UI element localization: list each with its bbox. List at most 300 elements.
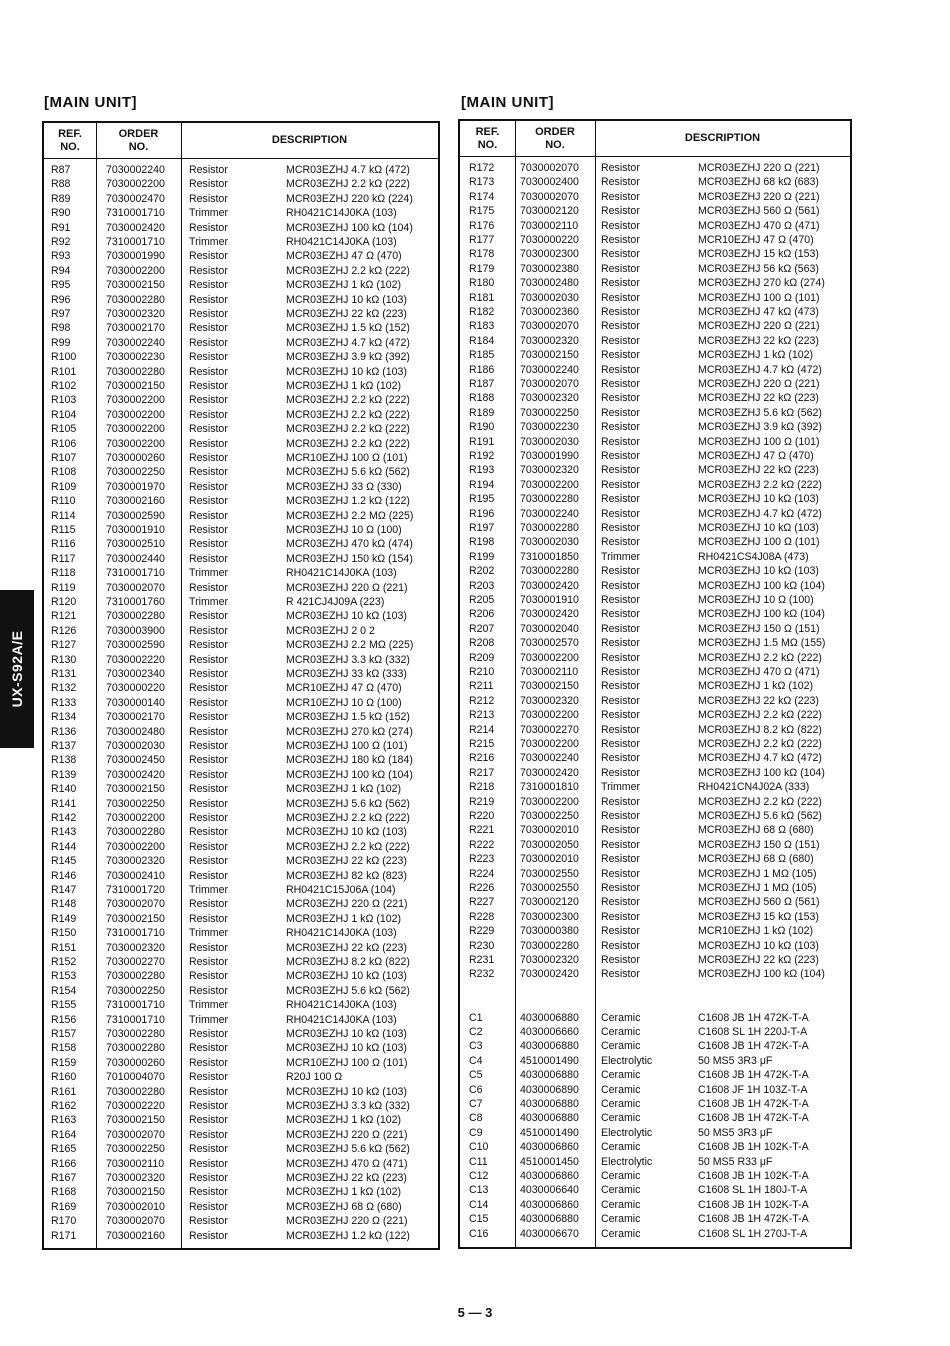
order-no: 7030002070: [520, 320, 579, 333]
part-type: Resistor: [601, 536, 640, 549]
order-no: 7030002070: [520, 162, 579, 174]
ref-no: R166: [51, 1157, 77, 1170]
table-row: [460, 996, 850, 1010]
order-no: 7030002410: [106, 869, 165, 882]
part-spec: MCR03EZHJ 2.2 kΩ (222): [286, 840, 410, 853]
ref-no: R104: [51, 408, 77, 421]
part-spec: MCR03EZHJ 68 Ω (680): [698, 853, 814, 866]
table-row: [44, 509, 438, 523]
order-no: 7030002150: [106, 380, 165, 392]
table-row: [44, 1085, 438, 1099]
ref-no: R219: [469, 795, 495, 808]
table-row: [460, 636, 850, 650]
ref-no: R147: [51, 884, 77, 896]
part-spec: MCR03EZHJ 2.2 kΩ (222): [286, 264, 410, 277]
part-type: Resistor: [601, 666, 640, 678]
order-no: 7030002320: [520, 464, 579, 477]
table-row: [460, 262, 850, 276]
part-spec: MCR03EZHJ 2.2 kΩ (222): [698, 795, 822, 808]
part-spec: MCR03EZHJ 100 kΩ (104): [286, 768, 413, 781]
part-type: Resistor: [189, 956, 228, 968]
part-spec: R20J 100 Ω: [286, 1071, 343, 1084]
table-row: [44, 782, 438, 796]
ref-no: R179: [469, 262, 495, 275]
ref-no: R106: [51, 437, 77, 450]
part-type: Trimmer: [189, 1013, 229, 1026]
part-spec: MCR03EZHJ 22 kΩ (223): [698, 694, 819, 707]
order-no: 7310001710: [106, 236, 165, 248]
part-type: Resistor: [601, 478, 640, 491]
part-type: Resistor: [189, 192, 228, 205]
part-type: Trimmer: [189, 999, 229, 1012]
table-row: [460, 348, 850, 362]
section-title-left: [MAIN UNIT]: [44, 94, 137, 111]
table-row: [44, 235, 438, 249]
ref-no: R103: [51, 394, 77, 407]
table-row: [460, 780, 850, 794]
part-type: Resistor: [189, 783, 228, 796]
part-type: Resistor: [601, 421, 640, 434]
part-type: Resistor: [189, 1200, 228, 1213]
order-no: 7030002220: [106, 1100, 165, 1112]
table-row: [44, 336, 438, 350]
part-spec: RH0421C14J0KA (103): [286, 999, 397, 1012]
order-no: 7030002550: [520, 867, 579, 880]
part-type: Resistor: [601, 882, 640, 894]
part-spec: MCR03EZHJ 22 kΩ (223): [698, 392, 819, 405]
part-type: Resistor: [601, 939, 640, 952]
part-type: Trimmer: [601, 781, 641, 794]
part-spec: MCR03EZHJ 8.2 kΩ (822): [286, 956, 410, 968]
part-spec: MCR03EZHJ 2.2 kΩ (222): [286, 437, 410, 450]
order-no: 7030002420: [520, 579, 579, 592]
order-no: 4030006640: [520, 1184, 579, 1197]
order-no: 7030002030: [520, 291, 579, 304]
part-spec: MCR03EZHJ 220 Ω (221): [698, 378, 820, 390]
part-type: Resistor: [601, 752, 640, 765]
part-spec: MCR03EZHJ 15 kΩ (153): [698, 910, 819, 923]
order-no: 7030002320: [106, 1172, 165, 1184]
order-no: 7030002200: [520, 738, 579, 750]
part-spec: MCR03EZHJ 150 Ω (151): [698, 838, 820, 851]
order-no: 7030002010: [520, 853, 579, 866]
part-type: Resistor: [601, 435, 640, 448]
part-spec: C1608 JB 1H 472K-T-A: [698, 1040, 809, 1053]
part-spec: RH0421CS4J08A (473): [698, 550, 809, 563]
part-type: Ceramic: [601, 1083, 641, 1096]
table-row: [460, 564, 850, 578]
ref-no: R115: [51, 524, 76, 536]
order-no: 7030002400: [520, 176, 579, 189]
table-row: [460, 463, 850, 477]
header-order: ORDER NO.: [535, 125, 575, 151]
ref-no: R146: [51, 869, 77, 882]
part-spec: MCR03EZHJ 2.2 kΩ (222): [698, 651, 822, 664]
part-type: Resistor: [189, 581, 228, 594]
table-row: [44, 984, 438, 998]
part-type: Resistor: [189, 653, 228, 666]
table-row: [460, 593, 850, 607]
table-row: [460, 838, 850, 852]
order-no: 7030002200: [106, 264, 165, 277]
table-row: [44, 365, 438, 379]
table-row: [460, 1068, 850, 1082]
part-type: Electrolytic: [601, 1155, 653, 1168]
ref-no: R212: [469, 694, 495, 707]
part-type: Resistor: [601, 954, 640, 966]
table-row: [44, 998, 438, 1012]
ref-no: R118: [51, 567, 76, 580]
part-spec: MCR03EZHJ 3.9 kΩ (392): [698, 421, 822, 434]
part-spec: MCR03EZHJ 47 Ω (470): [698, 450, 814, 462]
ref-no: R98: [51, 322, 71, 335]
table-row: [44, 566, 438, 580]
table-row: [44, 1157, 438, 1171]
table-row: [460, 867, 850, 881]
part-type: Resistor: [189, 178, 228, 191]
part-spec: MCR03EZHJ 470 Ω (471): [286, 1157, 408, 1170]
order-no: 7310001810: [520, 781, 579, 794]
part-type: Resistor: [601, 694, 640, 707]
order-no: 7030002070: [520, 190, 579, 203]
table-row: [460, 391, 850, 405]
part-spec: MCR03EZHJ 10 kΩ (103): [286, 610, 407, 623]
table-row: [44, 753, 438, 767]
table-row: [460, 751, 850, 765]
ref-no: R184: [469, 334, 495, 347]
part-spec: MCR03EZHJ 1 kΩ (102): [286, 912, 402, 925]
order-no: 7030002120: [520, 205, 579, 218]
table-row: [44, 609, 438, 623]
part-type: Resistor: [189, 1114, 228, 1127]
ref-no: R182: [469, 306, 495, 318]
order-no: 7030002320: [106, 855, 165, 868]
order-no: 7030002200: [106, 840, 165, 853]
order-no: 7030002420: [106, 221, 165, 234]
part-type: Resistor: [601, 378, 640, 390]
order-no: 7030002230: [520, 421, 579, 434]
ref-no: R231: [469, 954, 495, 966]
order-no: 7030002280: [520, 565, 579, 578]
order-no: 7030001990: [106, 250, 165, 263]
ref-no: R186: [469, 363, 495, 376]
ref-no: R191: [469, 435, 495, 448]
ref-no: R209: [469, 651, 495, 664]
ref-no: R180: [469, 277, 495, 290]
part-spec: MCR10EZHJ 47 Ω (470): [286, 682, 402, 695]
ref-no: C11: [469, 1155, 488, 1168]
part-spec: MCR03EZHJ 10 kΩ (103): [286, 1028, 407, 1040]
table-row: [460, 708, 850, 722]
part-spec: MCR03EZHJ 2 0 2: [286, 624, 375, 637]
ref-no: R221: [469, 824, 495, 837]
order-no: 7030002300: [520, 910, 579, 923]
order-no: 7030002030: [520, 435, 579, 448]
part-spec: MCR03EZHJ 470 Ω (471): [698, 219, 820, 232]
order-no: 7030002070: [106, 1215, 165, 1228]
part-spec: MCR03EZHJ 1 kΩ (102): [698, 349, 814, 362]
part-spec: MCR03EZHJ 68 kΩ (683): [698, 176, 819, 189]
part-type: Resistor: [189, 1143, 228, 1156]
table-row: [44, 653, 438, 667]
part-spec: MCR03EZHJ 100 Ω (101): [698, 291, 820, 304]
part-type: Resistor: [601, 637, 640, 650]
part-type: Resistor: [189, 524, 228, 536]
order-no: 4030006880: [520, 1098, 579, 1110]
header-order: ORDER NO.: [118, 127, 159, 153]
order-no: 7310001710: [106, 1013, 165, 1026]
order-no: 4030006890: [520, 1083, 579, 1096]
part-spec: MCR03EZHJ 100 kΩ (104): [286, 221, 413, 234]
table-row: [460, 363, 850, 377]
order-no: 7030002070: [106, 1128, 165, 1141]
part-type: Resistor: [601, 464, 640, 477]
table-row: [44, 206, 438, 220]
order-no: 7030002270: [520, 723, 579, 736]
order-no: 7030002200: [520, 651, 579, 664]
part-type: Resistor: [601, 320, 640, 333]
table-row: [44, 926, 438, 940]
part-spec: MCR03EZHJ 100 Ω (101): [698, 536, 820, 549]
part-spec: MCR03EZHJ 220 kΩ (224): [286, 192, 413, 205]
table-row: [44, 177, 438, 191]
part-type: Ceramic: [601, 1227, 641, 1240]
part-spec: MCR03EZHJ 4.7 kΩ (472): [286, 164, 410, 176]
part-spec: MCR03EZHJ 220 Ω (221): [286, 1215, 408, 1228]
ref-no: R189: [469, 406, 495, 419]
table-row: [44, 1056, 438, 1070]
ref-no: R156: [51, 1013, 77, 1026]
ref-no: R101: [51, 365, 77, 378]
ref-no: R105: [51, 423, 77, 436]
table-row: [44, 480, 438, 494]
ref-no: R90: [51, 207, 71, 220]
part-spec: C1608 SL 1H 270J-T-A: [698, 1227, 808, 1240]
part-type: Trimmer: [189, 236, 229, 248]
part-spec: C1608 SL 1H 180J-T-A: [698, 1184, 808, 1197]
table-row: [44, 1229, 438, 1243]
order-no: 7030002340: [106, 668, 165, 680]
ref-no: R193: [469, 464, 495, 477]
ref-no: R230: [469, 939, 495, 952]
part-type: Ceramic: [601, 1011, 641, 1024]
table-row: [460, 723, 850, 737]
table-row: [44, 811, 438, 825]
part-spec: MCR03EZHJ 150 kΩ (154): [286, 552, 413, 565]
part-type: Resistor: [189, 437, 228, 450]
ref-no: R96: [51, 293, 71, 306]
order-no: 7030002420: [106, 768, 165, 781]
table-row: [460, 579, 850, 593]
part-type: Resistor: [189, 740, 228, 752]
table-row: [460, 204, 850, 218]
table-row: [44, 854, 438, 868]
order-no: 7030003900: [106, 624, 165, 637]
part-spec: MCR03EZHJ 220 Ω (221): [698, 320, 820, 333]
part-type: Trimmer: [189, 927, 229, 940]
table-row: [460, 823, 850, 837]
part-spec: MCR03EZHJ 5.6 kΩ (562): [286, 1143, 410, 1156]
order-no: 7030001990: [520, 450, 579, 462]
order-no: 7030002110: [106, 1157, 165, 1170]
part-type: Resistor: [189, 1100, 228, 1112]
order-no: 7030002280: [106, 826, 165, 839]
part-spec: MCR03EZHJ 100 kΩ (104): [698, 579, 825, 592]
part-spec: MCR03EZHJ 10 kΩ (103): [286, 365, 407, 378]
table-row: [460, 1227, 850, 1241]
part-type: Resistor: [601, 608, 640, 621]
ref-no: R208: [469, 637, 495, 650]
ref-no: R162: [51, 1100, 77, 1112]
part-spec: MCR03EZHJ 2.2 kΩ (222): [286, 178, 410, 191]
part-type: Resistor: [189, 1157, 228, 1170]
ref-no: R211: [469, 680, 494, 693]
table-row: [44, 1214, 438, 1228]
part-type: Resistor: [189, 668, 228, 680]
part-spec: MCR03EZHJ 270 kΩ (274): [286, 725, 413, 738]
ref-no: R102: [51, 380, 77, 392]
part-type: Resistor: [189, 221, 228, 234]
order-no: 7030002280: [106, 1028, 165, 1040]
table-row: [460, 967, 850, 981]
part-spec: MCR03EZHJ 100 kΩ (104): [698, 766, 825, 779]
part-type: Resistor: [189, 495, 228, 508]
part-spec: MCR03EZHJ 100 Ω (101): [286, 740, 408, 752]
part-type: Trimmer: [189, 596, 229, 608]
ref-no: R126: [51, 624, 77, 637]
part-type: Resistor: [189, 797, 228, 810]
order-no: 4030006880: [520, 1112, 579, 1125]
ref-no: R132: [51, 682, 77, 695]
ref-no: R155: [51, 999, 77, 1012]
part-type: Resistor: [189, 380, 228, 392]
ref-no: R194: [469, 478, 495, 491]
table-row: [460, 1011, 850, 1025]
part-type: Resistor: [601, 968, 640, 981]
part-spec: MCR03EZHJ 1 MΩ (105): [698, 867, 817, 880]
ref-no: R165: [51, 1143, 77, 1156]
order-no: 7030002200: [520, 478, 579, 491]
table-row: [460, 795, 850, 809]
order-no: 7310001710: [106, 567, 165, 580]
ref-no: R217: [469, 766, 495, 779]
order-no: 7030002240: [520, 752, 579, 765]
part-spec: C1608 JB 1H 102K-T-A: [698, 1198, 809, 1211]
order-no: 7030002200: [106, 178, 165, 191]
part-spec: MCR03EZHJ 1.5 kΩ (152): [286, 322, 410, 335]
ref-no: R97: [51, 308, 71, 320]
part-spec: R 421CJ4J09A (223): [286, 596, 385, 608]
table-row: [460, 420, 850, 434]
part-spec: RH0421C14J0KA (103): [286, 927, 397, 940]
table-row: [460, 305, 850, 319]
part-spec: MCR03EZHJ 1.5 kΩ (152): [286, 711, 410, 724]
part-type: Resistor: [189, 538, 228, 551]
part-type: Ceramic: [601, 1098, 641, 1110]
ref-no: R119: [51, 581, 76, 594]
ref-no: R148: [51, 898, 77, 911]
order-no: 7030002200: [106, 437, 165, 450]
part-spec: MCR03EZHJ 10 kΩ (103): [698, 522, 819, 534]
ref-no: R120: [51, 596, 77, 608]
ref-no: R137: [51, 740, 77, 752]
part-spec: MCR03EZHJ 33 Ω (330): [286, 480, 402, 493]
part-type: Resistor: [601, 738, 640, 750]
ref-no: R173: [469, 176, 495, 189]
part-spec: C1608 JB 1H 472K-T-A: [698, 1069, 809, 1082]
part-type: Resistor: [189, 1071, 228, 1084]
ref-no: R160: [51, 1071, 77, 1084]
page-number: 5 — 3: [457, 1305, 493, 1320]
table-row: [44, 321, 438, 335]
part-type: Resistor: [601, 176, 640, 189]
ref-no: R214: [469, 723, 495, 736]
part-spec: MCR03EZHJ 2.2 kΩ (222): [286, 408, 410, 421]
ref-no: R175: [469, 205, 495, 218]
part-type: Resistor: [601, 680, 640, 693]
order-no: 7030002270: [106, 956, 165, 968]
table-row: [44, 264, 438, 278]
table-row: [460, 1155, 850, 1169]
part-spec: C1608 JF 1H 103Z-T-A: [698, 1083, 808, 1096]
order-no: 7030002320: [520, 392, 579, 405]
part-spec: MCR03EZHJ 22 kΩ (223): [286, 308, 407, 320]
order-no: 7030002200: [106, 812, 165, 824]
table-row: [460, 737, 850, 751]
part-type: Resistor: [189, 725, 228, 738]
part-spec: MCR03EZHJ 68 Ω (680): [698, 824, 814, 837]
ref-no: R88: [51, 178, 71, 191]
ref-no: R196: [469, 507, 495, 520]
part-spec: MCR03EZHJ 56 kΩ (563): [698, 262, 819, 275]
table-row: [460, 1054, 850, 1068]
table-row: [460, 190, 850, 204]
header-description: DESCRIPTION: [684, 132, 761, 144]
order-no: 7030002200: [106, 423, 165, 436]
part-spec: MCR03EZHJ 5.6 kΩ (562): [286, 466, 410, 479]
part-spec: RH0421C14J0KA (103): [286, 1013, 397, 1026]
table-row: [460, 982, 850, 996]
order-no: 7010004070: [106, 1071, 165, 1084]
part-spec: MCR03EZHJ 150 Ω (151): [698, 622, 820, 635]
part-spec: MCR03EZHJ 10 kΩ (103): [286, 826, 407, 839]
ref-no: R206: [469, 608, 495, 621]
part-type: Resistor: [189, 1056, 228, 1069]
ref-no: R187: [469, 378, 495, 390]
ref-no: R164: [51, 1128, 77, 1141]
ref-no: R190: [469, 421, 495, 434]
order-no: 4030006880: [520, 1069, 579, 1082]
order-no: 7030002590: [106, 639, 165, 652]
table-row: [44, 1185, 438, 1199]
order-no: 7030002230: [106, 351, 165, 364]
part-spec: MCR03EZHJ 10 kΩ (103): [698, 565, 819, 578]
order-no: 7030002250: [520, 406, 579, 419]
part-spec: C1608 JB 1H 472K-T-A: [698, 1112, 809, 1125]
table-row: [460, 521, 850, 535]
order-no: 7030002280: [106, 970, 165, 983]
ref-no: R99: [51, 336, 71, 349]
part-spec: MCR03EZHJ 10 kΩ (103): [698, 939, 819, 952]
ref-no: C1: [469, 1011, 483, 1024]
part-type: Ceramic: [601, 1069, 641, 1082]
part-spec: MCR03EZHJ 22 kΩ (223): [286, 1172, 407, 1184]
part-spec: MCR03EZHJ 22 kΩ (223): [286, 941, 407, 954]
order-no: 7030002010: [106, 1200, 165, 1213]
ref-no: R178: [469, 248, 495, 261]
ref-no: R131: [51, 668, 77, 680]
order-no: 7030002280: [106, 610, 165, 623]
